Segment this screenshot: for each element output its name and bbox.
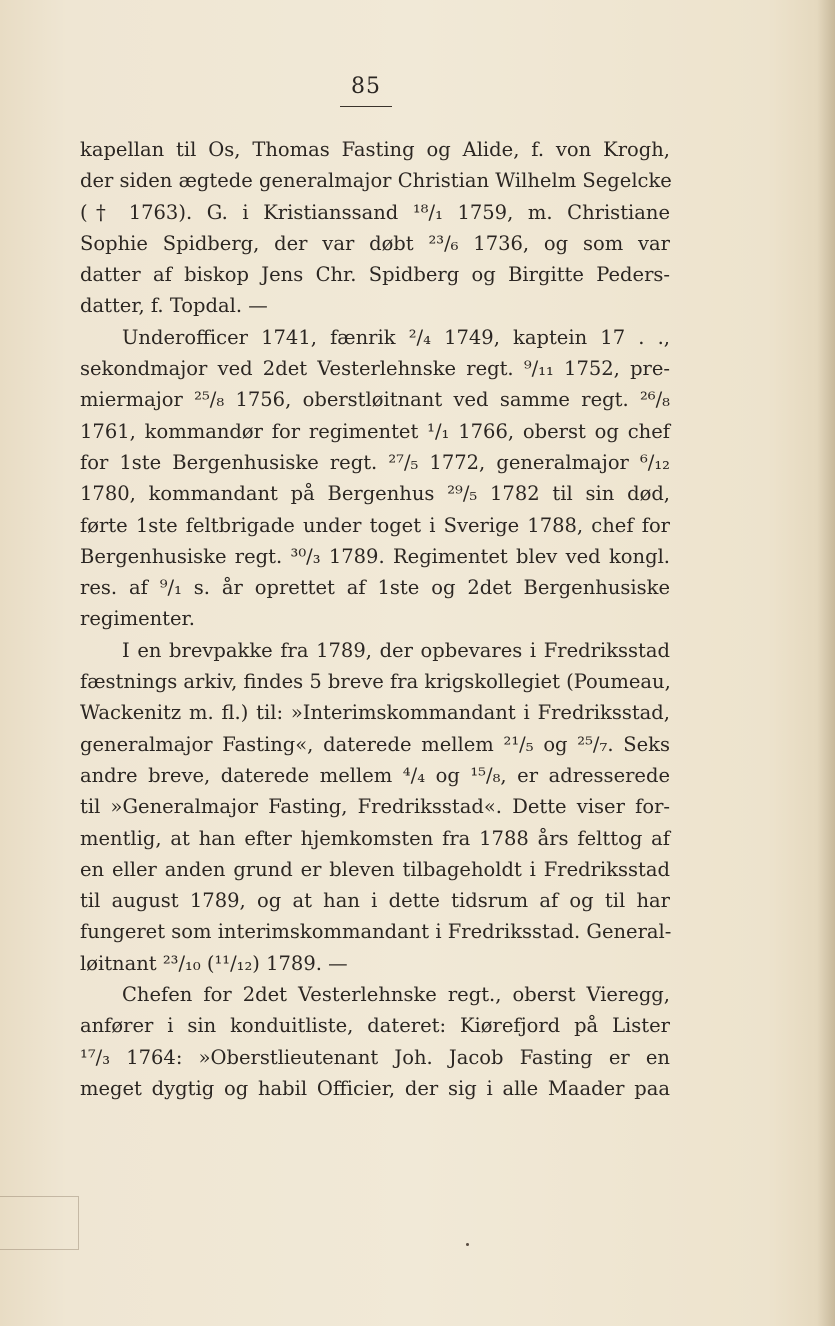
text-line: Bergenhusiske regt. ³⁰/₃ 1789. Regimentet blev ved kongl. bbox=[80, 544, 670, 568]
text-line: mentlig, at han efter hjemkomsten fra 1788 års felttog af bbox=[80, 826, 670, 850]
text-line: († 1763). G. i Kristianssand ¹⁸/₁ 1759, m. Christiane bbox=[80, 200, 670, 224]
text-line: sekondmajor ved 2det Vesterlehnske regt. ⁹/₁₁ 1752, pre- bbox=[80, 357, 670, 381]
scan-corner-mark bbox=[0, 1196, 79, 1250]
text-line: fungeret som interimskommandant i Fredriksstad. General- bbox=[80, 920, 672, 944]
text-line: til august 1789, og at han i dette tidsrum af og til har bbox=[80, 889, 670, 913]
text-line: for 1ste Bergenhusiske regt. ²⁷/₅ 1772, generalmajor ⁶/₁₂ bbox=[80, 450, 670, 474]
body-text bbox=[80, 134, 670, 1104]
text-line: til »Generalmajor Fasting, Fredriksstad«. Dette viser for- bbox=[80, 795, 670, 819]
text-line: førte 1ste feltbrigade under toget i Sverige 1788, chef for bbox=[80, 513, 670, 537]
text-line: I en brevpakke fra 1789, der opbevares i Fredriksstad bbox=[122, 638, 670, 662]
text-line: Wackenitz m. fl.) til: »Interimskommandant i Fredriksstad, bbox=[80, 701, 670, 725]
text-line: Sophie Spidberg, der var døbt ²³/₆ 1736, og som var bbox=[80, 231, 670, 255]
text-line: 1761, kommandør for regimentet ¹/₁ 1766, oberst og chef bbox=[80, 419, 670, 443]
page-edge-shadow bbox=[817, 0, 835, 1326]
text-line: anfører i sin konduitliste, dateret: Kiørefjord på Lister bbox=[80, 1014, 670, 1038]
text-line: datter af biskop Jens Chr. Spidberg og Birgitte Peders- bbox=[80, 263, 670, 287]
ink-speck bbox=[466, 1243, 469, 1246]
text-line: fæstnings arkiv, findes 5 breve fra krigskollegiet (Poumeau, bbox=[80, 670, 671, 694]
text-line: kapellan til Os, Thomas Fasting og Alide, f. von Krogh, bbox=[80, 138, 670, 161]
page-number: 85 bbox=[351, 74, 381, 99]
text-line: regimenter. bbox=[80, 607, 195, 631]
text-line: generalmajor Fasting«, daterede mellem ²¹/₅ og ²⁵/₇. Seks bbox=[80, 732, 670, 756]
text-line: res. af ⁹/₁ s. år oprettet af 1ste og 2det Bergenhusiske bbox=[80, 576, 670, 600]
text-line: løitnant ²³/₁₀ (¹¹/₁₂) 1789. — bbox=[80, 951, 348, 975]
text-line: der siden ægtede generalmajor Christian Wilhelm Segelcke bbox=[80, 169, 672, 193]
text-line: meget dygtig og habil Officier, der sig i alle Maader paa bbox=[80, 1076, 670, 1100]
page-number-rule bbox=[340, 106, 392, 107]
text-line: ¹⁷/₃ 1764: »Oberstlieutenant Joh. Jacob Fasting er en bbox=[80, 1045, 670, 1069]
text-line: andre breve, daterede mellem ⁴/₄ og ¹⁵/₈, er adresserede bbox=[80, 763, 670, 787]
text-line: miermajor ²⁵/₈ 1756, oberstløitnant ved samme regt. ²⁶/₈ bbox=[80, 388, 670, 412]
text-line: Underofficer 1741, fænrik ²/₄ 1749, kaptein 17 . ., bbox=[122, 325, 670, 349]
text-line: 1780, kommandant på Bergenhus ²⁹/₅ 1782 til sin død, bbox=[80, 482, 670, 506]
text-line: datter, f. Topdal. — bbox=[80, 294, 268, 318]
text-line: en eller anden grund er bleven tilbageholdt i Fredriksstad bbox=[80, 857, 670, 881]
text-line: Chefen for 2det Vesterlehnske regt., oberst Vieregg, bbox=[122, 983, 670, 1007]
